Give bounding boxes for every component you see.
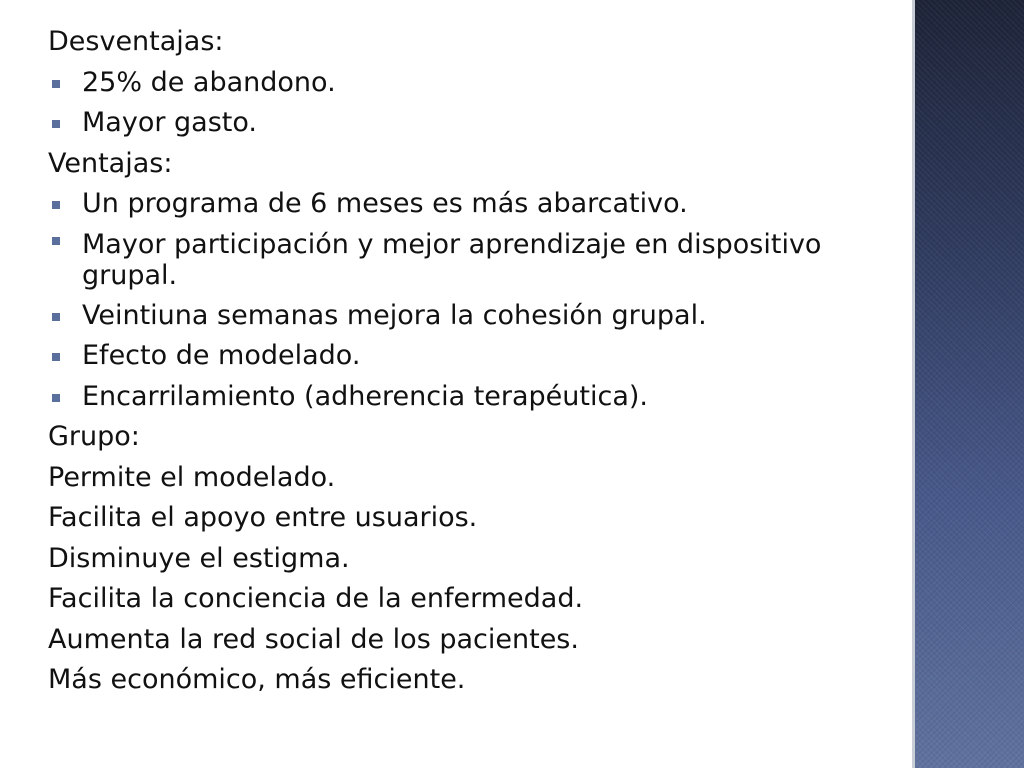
sidebar-texture [915, 0, 1024, 768]
grupo-line: Disminuye el estigma. [48, 542, 350, 574]
grupo-line: Facilita la conciencia de la enfermedad. [48, 583, 584, 614]
desventajas-heading: Desventajas: [48, 26, 224, 57]
grupo-heading: Grupo: [48, 421, 140, 452]
ventajas-item-text: Un programa de 6 meses es más abarcativo. [82, 188, 688, 219]
grupo-line: Permite el modelado. [48, 461, 336, 493]
ventajas-item-text: Mayor participación y mejor aprendizaje en dispositivo grupal. [82, 228, 822, 291]
ventajas-item-text: Encarrilamiento (adherencia terapéutica). [82, 380, 648, 412]
square-bullet-icon [52, 313, 60, 321]
decorative-sidebar [912, 0, 1024, 768]
grupo-line: Facilita el apoyo entre usuarios. [48, 502, 478, 533]
square-bullet-icon [52, 80, 60, 88]
ventajas-item [48, 225, 822, 296]
ventajas-item [48, 184, 898, 225]
ventajas-item [48, 336, 898, 377]
ventajas-item [48, 377, 898, 418]
desventajas-item-text: 25% de abandono. [82, 66, 336, 98]
slide-body [48, 22, 898, 701]
square-bullet-icon [52, 353, 60, 361]
desventajas-item-text: Mayor gasto. [82, 107, 257, 138]
desventajas-item [48, 63, 898, 104]
ventajas-item [48, 296, 898, 337]
ventajas-item-text: Veintiuna semanas mejora la cohesión grupal. [82, 299, 707, 331]
grupo-line: Aumenta la red social de los pacientes. [48, 623, 579, 655]
square-bullet-icon [52, 237, 60, 245]
desventajas-item [48, 103, 898, 144]
square-bullet-icon [52, 394, 60, 402]
square-bullet-icon [52, 201, 60, 209]
grupo-line: Más económico, más eficiente. [48, 664, 466, 695]
ventajas-heading: Ventajas: [48, 147, 173, 179]
ventajas-item-text: Efecto de modelado. [82, 340, 361, 371]
square-bullet-icon [52, 120, 60, 128]
